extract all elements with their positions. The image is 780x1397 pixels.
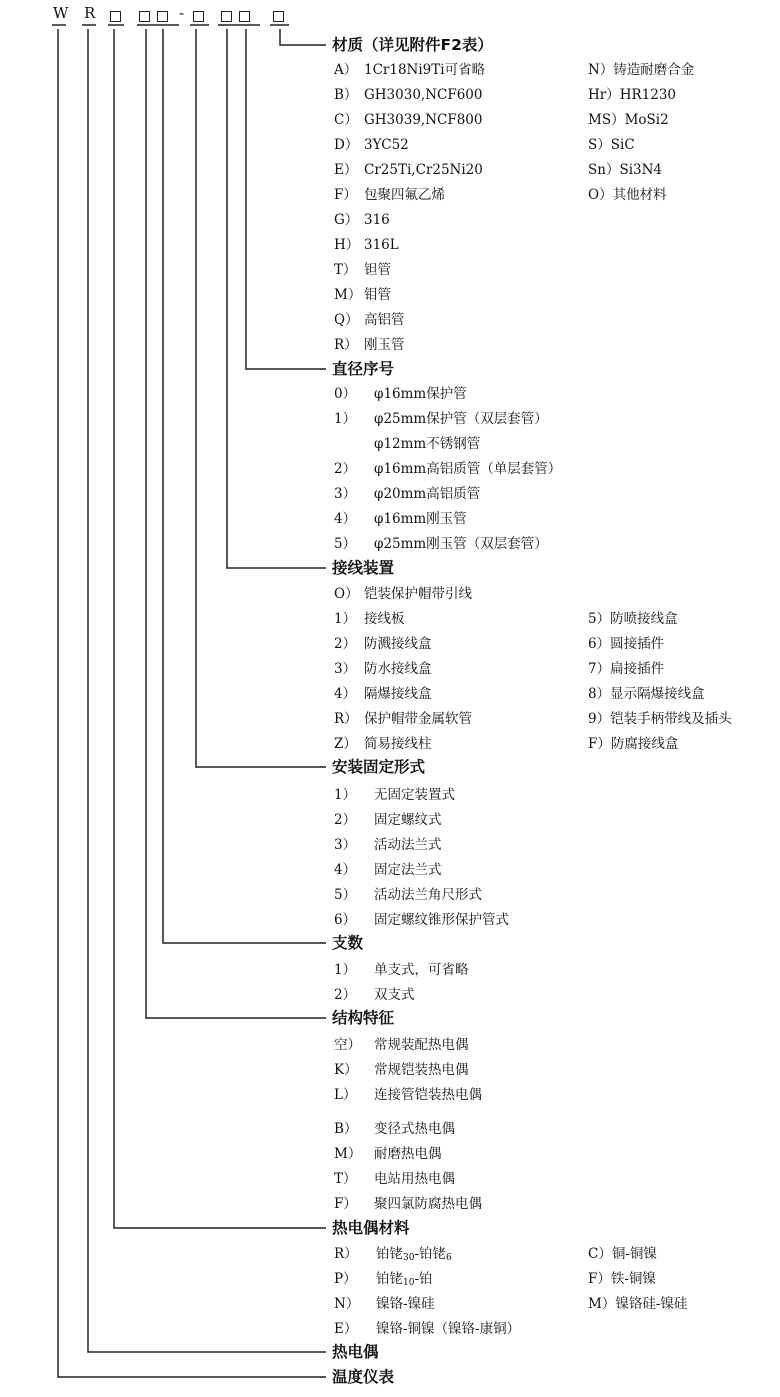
- item-text: GH3030,NCF600: [364, 87, 483, 103]
- heading-material: 材质（详见附件F2表）: [332, 36, 493, 54]
- heading-thermocouple: 热电偶: [332, 1343, 379, 1361]
- item-key: R）: [334, 711, 358, 727]
- list-item: F）铁-铜镍: [588, 1271, 656, 1287]
- item-key: O）: [334, 586, 359, 602]
- code-box-3: [157, 8, 168, 26]
- leader-junction: [227, 29, 326, 568]
- item-key: M）: [334, 287, 362, 303]
- leader-diameter: [246, 29, 326, 369]
- item-key: 2）: [334, 987, 357, 1003]
- item-text: 防水接线盒: [364, 661, 432, 677]
- list-item: F）防腐接线盒: [588, 736, 679, 752]
- item-text: 耐磨热电偶: [374, 1146, 442, 1162]
- item-key: 1）: [334, 411, 357, 427]
- item-key: E）: [334, 1321, 358, 1337]
- item-text-part: -铂铑: [414, 1246, 447, 1262]
- item-text: 连接管铠装热电偶: [374, 1087, 482, 1103]
- item-text: 电站用热电偶: [374, 1171, 455, 1187]
- item-text: 变径式热电偶: [374, 1121, 455, 1137]
- item-text: 防溅接线盒: [364, 636, 432, 652]
- item-key: 2）: [334, 461, 357, 477]
- code-letter-w: W: [53, 4, 69, 22]
- item-text: φ25mm保护管（双层套管）: [374, 411, 548, 427]
- list-item: C）铜-铜镍: [588, 1246, 657, 1262]
- code-letter-r: R: [84, 4, 96, 22]
- item-text: 1Cr18Ni9Ti可省略: [364, 62, 486, 78]
- item-text: 固定法兰式: [374, 862, 442, 878]
- item-text: 固定螺纹锥形保护管式: [374, 912, 509, 928]
- item-text: [376, 1269, 433, 1289]
- item-text: 隔爆接线盒: [364, 686, 432, 702]
- item-text: φ16mm刚玉管: [374, 511, 467, 527]
- item-text: 高铝管: [364, 312, 405, 328]
- item-key: Q）: [334, 312, 359, 328]
- item-text-part: 铂铑: [376, 1246, 403, 1262]
- item-text: 刚玉管: [364, 337, 405, 353]
- item-key: T）: [334, 1171, 357, 1187]
- leader-thermocouple: [88, 29, 326, 1352]
- item-text: 接线板: [364, 611, 405, 627]
- item-key: 1）: [334, 787, 357, 803]
- item-text-part: 铂铑: [376, 1271, 403, 1287]
- item-key: 0）: [334, 386, 357, 402]
- item-key: 4）: [334, 686, 357, 702]
- item-text: 镍铬-镍硅: [376, 1296, 435, 1312]
- item-text: 简易接线柱: [364, 736, 432, 752]
- item-text: φ25mm刚玉管（双层套管）: [374, 536, 548, 552]
- item-key: 6）: [334, 912, 357, 928]
- item-key: C）: [334, 112, 358, 128]
- item-text: 3YC52: [364, 137, 409, 153]
- list-item: O）其他材料: [588, 187, 667, 203]
- item-key: F）: [334, 187, 357, 203]
- list-item: 5）防喷接线盒: [588, 611, 678, 627]
- code-box-6: [239, 8, 250, 26]
- code-box-4: [193, 8, 204, 26]
- item-text: φ20mm高铝质管: [374, 486, 481, 502]
- list-item: N）铸造耐磨合金: [588, 62, 695, 78]
- code-box-1: [110, 8, 121, 26]
- list-item: Hr）HR1230: [588, 87, 677, 103]
- leader-mounting: [196, 29, 326, 767]
- item-text: 钽管: [364, 262, 391, 278]
- item-key: 1）: [334, 962, 357, 978]
- item-key: 5）: [334, 536, 357, 552]
- heading-junction: 接线装置: [332, 559, 395, 577]
- heading-mounting: 安装固定形式: [332, 758, 426, 776]
- item-key: N）: [334, 1296, 360, 1312]
- item-text-part: -铂: [414, 1271, 433, 1287]
- item-key: L）: [334, 1087, 357, 1103]
- item-key: R）: [334, 1246, 358, 1262]
- list-item: MS）MoSi2: [588, 112, 669, 128]
- item-text: 常规铠装热电偶: [374, 1062, 469, 1078]
- item-text: GH3039,NCF800: [364, 112, 483, 128]
- heading-instrument: 温度仪表: [332, 1368, 395, 1386]
- list-item: 9）铠装手柄带线及插头: [588, 711, 732, 727]
- item-key: 空）: [334, 1037, 361, 1053]
- item-text: 铠装保护帽带引线: [364, 586, 472, 602]
- item-text: 活动法兰式: [374, 837, 442, 853]
- item-key: D）: [334, 137, 359, 153]
- item-text: 钼管: [364, 287, 391, 303]
- item-text: 单支式，可省略: [374, 962, 469, 978]
- item-key: H）: [334, 237, 360, 253]
- item-key: 2）: [334, 812, 357, 828]
- heading-structure: 结构特征: [332, 1009, 395, 1027]
- leader-structure: [146, 29, 326, 1018]
- item-key: R）: [334, 337, 358, 353]
- list-item: 8）显示隔爆接线盒: [588, 686, 705, 702]
- item-key: F）: [334, 1196, 357, 1212]
- item-key: P）: [334, 1271, 357, 1287]
- item-key: 4）: [334, 862, 357, 878]
- item-text: φ12mm不锈钢管: [374, 436, 481, 452]
- item-key: E）: [334, 162, 358, 178]
- subscript: 10: [403, 1278, 415, 1288]
- item-key: 1）: [334, 611, 357, 627]
- item-key: A）: [334, 62, 358, 78]
- item-text: 双支式: [374, 987, 415, 1003]
- list-item: 6）圆接插件: [588, 636, 665, 652]
- item-key: M）: [334, 1146, 362, 1162]
- item-text: 无固定装置式: [374, 787, 455, 803]
- item-text: 固定螺纹式: [374, 812, 442, 828]
- list-item: 7）扁接插件: [588, 661, 665, 677]
- item-text: 316: [364, 212, 390, 228]
- item-text: φ16mm高铝质管（单层套管）: [374, 461, 562, 477]
- item-key: T）: [334, 262, 357, 278]
- item-text: φ16mm保护管: [374, 386, 467, 402]
- list-item: Sn）Si3N4: [588, 162, 662, 178]
- heading-tc-material: 热电偶材料: [332, 1219, 410, 1237]
- item-text: 保护帽带金属软管: [364, 711, 472, 727]
- list-item: S）SiC: [588, 137, 635, 153]
- leader-material: [280, 29, 326, 45]
- item-key: B）: [334, 87, 358, 103]
- leader-instrument: [58, 29, 326, 1377]
- item-key: G）: [334, 212, 359, 228]
- item-text: 常规装配热电偶: [374, 1037, 469, 1053]
- code-dash: -: [179, 4, 185, 22]
- item-key: 5）: [334, 887, 357, 903]
- list-item: M）镍铬硅-镍硅: [588, 1296, 688, 1312]
- item-key: 4）: [334, 511, 357, 527]
- code-box-7: [273, 8, 284, 26]
- item-key: K）: [334, 1062, 358, 1078]
- item-key: 2）: [334, 636, 357, 652]
- heading-diameter: 直径序号: [332, 360, 395, 378]
- leader-count: [163, 29, 326, 943]
- item-key: 3）: [334, 837, 357, 853]
- item-key: B）: [334, 1121, 358, 1137]
- item-text: 包聚四氟乙烯: [364, 187, 445, 203]
- item-text: 聚四氯防腐热电偶: [374, 1196, 482, 1212]
- item-text: Cr25Ti,Cr25Ni20: [364, 162, 483, 178]
- code-box-5: [221, 8, 232, 26]
- item-key: Z）: [334, 736, 357, 752]
- subscript: 6: [446, 1253, 452, 1263]
- item-text: 镍铬-铜镍（镍铬-康铜）: [376, 1321, 521, 1337]
- item-text: [376, 1244, 452, 1264]
- item-key: 3）: [334, 486, 357, 502]
- subscript: 30: [403, 1253, 415, 1263]
- item-text: 316L: [364, 237, 399, 253]
- heading-count: 支数: [332, 934, 364, 952]
- item-key: 3）: [334, 661, 357, 677]
- code-box-2: [139, 8, 150, 26]
- item-text: 活动法兰角尺形式: [374, 887, 482, 903]
